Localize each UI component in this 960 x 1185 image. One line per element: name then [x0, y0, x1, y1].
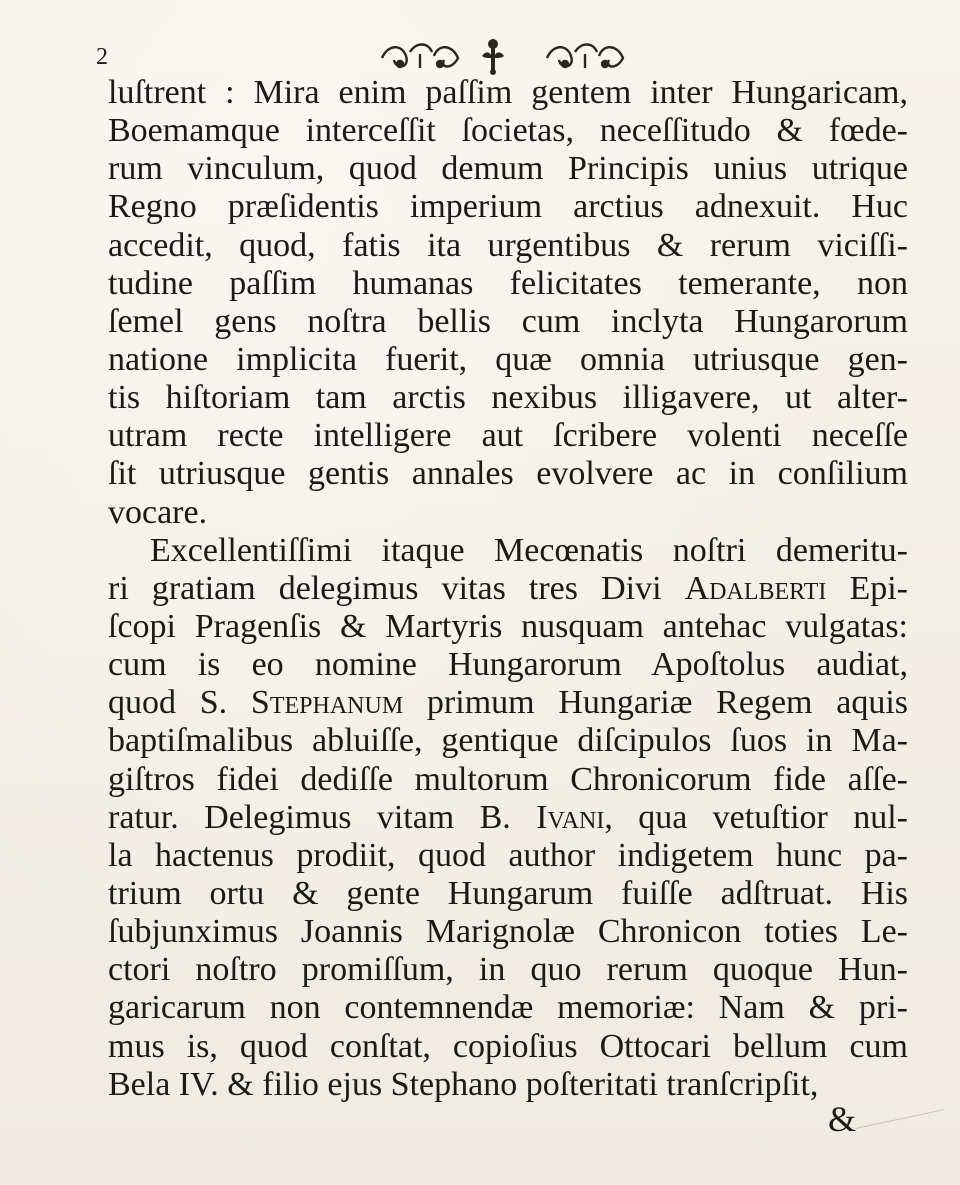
- text-line: [108, 913, 908, 951]
- text-line: [108, 417, 908, 455]
- text-line: [108, 837, 908, 875]
- text-segment: , qua vetuſtior nul-: [604, 798, 908, 836]
- text-segment: rum vinculum, quod demum Principis unius utrique: [108, 150, 908, 188]
- text-line: [108, 265, 908, 303]
- text-line: [108, 188, 908, 226]
- text-segment: garicarum non contemnendæ memoriæ: Nam & pri-: [108, 989, 908, 1027]
- page-smudge: [856, 1109, 955, 1178]
- text-segment: ratur. Delegimus vitam B.: [108, 798, 537, 836]
- text-line: [108, 341, 908, 379]
- text-line: [108, 532, 908, 570]
- text-line: [108, 761, 908, 799]
- text-line: [108, 112, 908, 150]
- text-line: [108, 303, 908, 341]
- text-line: [108, 951, 908, 989]
- text-line: [108, 227, 908, 265]
- text-segment: natione implicita fuerit, quæ omnia utriusque gen-: [108, 340, 908, 378]
- small-caps-name: Stephanum: [250, 684, 404, 722]
- text-line: [108, 74, 908, 112]
- text-segment: trium ortu & gente Hungarum fuiſſe adſtruat. His: [108, 874, 908, 912]
- small-caps-name: Ivani: [536, 798, 605, 836]
- text-segment: ſit utriusque gentis annales evolvere ac in conſilium: [108, 455, 908, 493]
- page-number: 2: [96, 44, 108, 70]
- text-line: [108, 722, 908, 760]
- text-line: [108, 494, 908, 532]
- text-segment: ſcopi Pragenſis & Martyris nusquam antehac vulgatas:: [108, 607, 908, 645]
- text-segment: tudine paſſim humanas felicitates temerante, non: [108, 264, 908, 302]
- fleuron-icon: [476, 34, 510, 78]
- ornament-icon: [535, 34, 635, 78]
- text-segment: Boemamque interceſſit ſocietas, neceſſitudo & fœde-: [108, 112, 908, 150]
- text-line: [108, 455, 908, 493]
- text-segment: accedit, quod, fatis ita urgentibus & rerum viciſſi-: [108, 226, 908, 264]
- text-line: [108, 1066, 908, 1104]
- text-line: [108, 150, 908, 188]
- text-line: [108, 608, 908, 646]
- text-segment: cum is eo nomine Hungarorum Apoſtolus audiat,: [108, 646, 908, 684]
- text-segment: utram recte intelligere aut ſcribere volenti neceſſe: [108, 417, 908, 455]
- text-segment: vocare.: [108, 493, 208, 531]
- text-segment: primum Hungariæ Regem aquis: [403, 684, 908, 722]
- text-segment: mus is, quod conſtat, copioſius Ottocari bellum cum: [108, 1027, 908, 1065]
- text-segment: quod S.: [108, 684, 251, 722]
- text-segment: baptiſmalibus abluiſſe, gentique diſcipulos ſuos in Ma-: [108, 722, 908, 760]
- text-segment: ri gratiam delegimus vitas tres Divi: [108, 569, 685, 607]
- ornament-icon: [370, 34, 470, 78]
- text-segment: ctori noſtro promiſſum, in quo rerum quoque Hun-: [108, 951, 908, 989]
- text-line: [108, 684, 908, 722]
- small-caps-name: Adalberti: [684, 569, 827, 607]
- text-segment: Regno præſidentis imperium arctius adnexuit. Huc: [108, 188, 908, 226]
- text-line: [108, 1028, 908, 1066]
- text-segment: la hactenus prodiit, quod author indigetem hunc pa-: [108, 836, 908, 874]
- text-segment: ſubjunximus Joannis Marignolæ Chronicon toties Le-: [108, 913, 908, 951]
- text-line: [108, 799, 908, 837]
- catchword: &: [828, 1099, 857, 1139]
- text-line: [108, 379, 908, 417]
- text-line: [108, 570, 908, 608]
- text-segment: luſtrent : Mira enim paſſim gentem inter Hungaricam,: [108, 74, 908, 111]
- body-text: [108, 74, 908, 1104]
- text-line: [108, 989, 908, 1027]
- text-line: [108, 646, 908, 684]
- text-segment: giſtros fidei dediſſe multorum Chronicorum fide aſſe-: [108, 760, 908, 798]
- text-line: [108, 875, 908, 913]
- text-segment: Epi-: [826, 569, 908, 607]
- text-segment: ſemel gens noſtra bellis cum inclyta Hungarorum: [108, 302, 908, 340]
- text-segment: Excellentiſſimi itaque Mecœnatis noſtri demeritu-: [150, 531, 908, 569]
- text-segment: tis hiſtoriam tam arctis nexibus illigavere, ut alter-: [108, 379, 908, 417]
- text-segment: Bela IV. & filio ejus Stephano poſteritati tranſcripſit,: [108, 1065, 819, 1103]
